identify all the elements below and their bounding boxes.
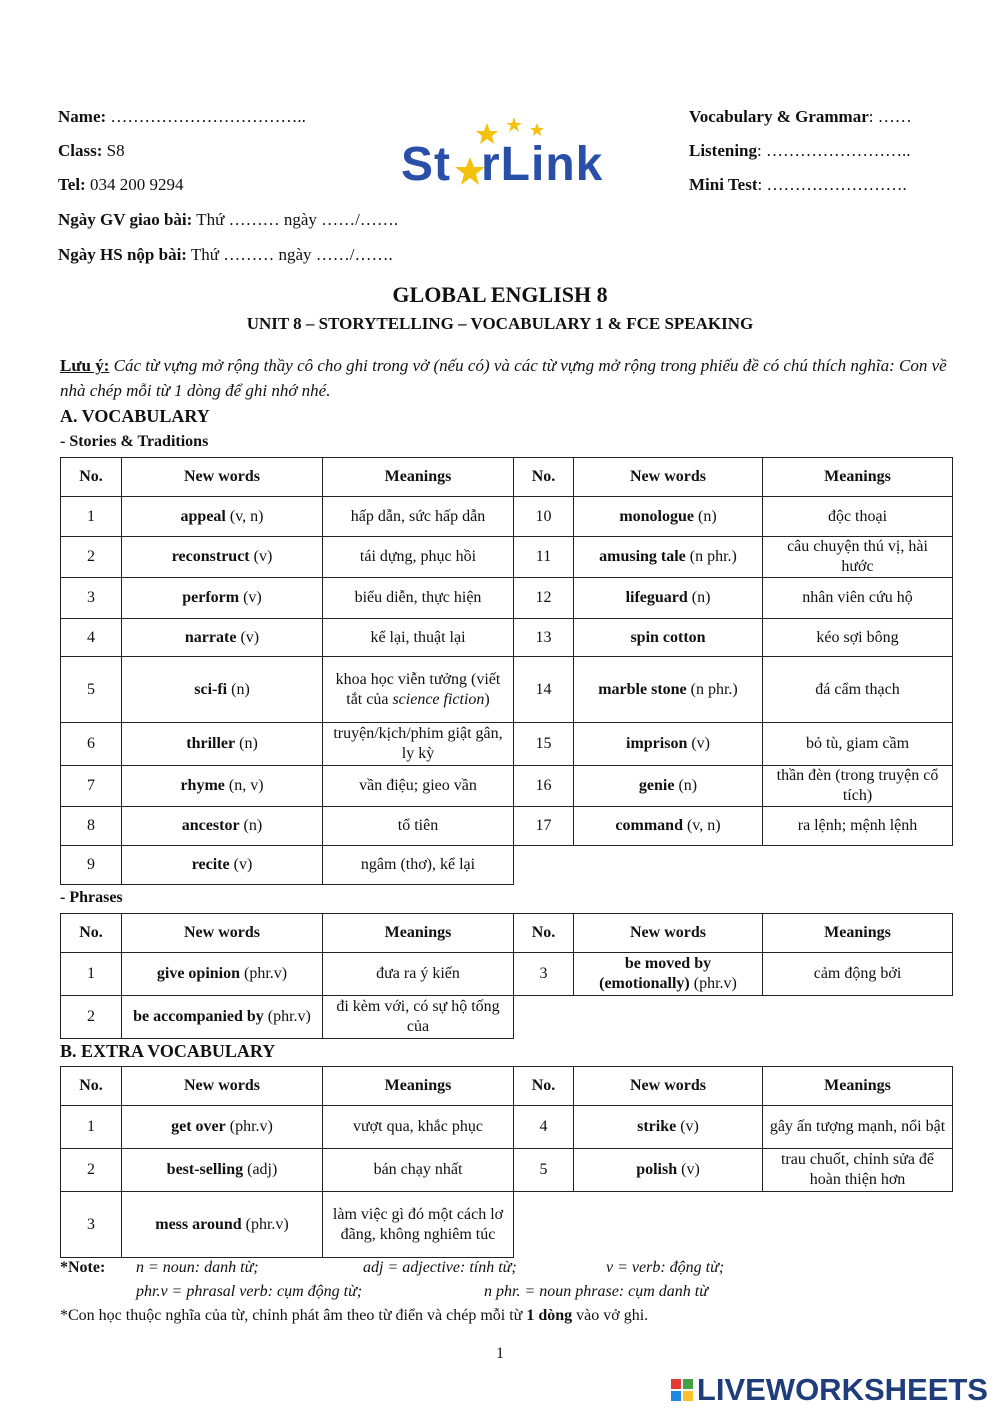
word-text: recite [191, 856, 230, 873]
new-word-cell [574, 723, 763, 766]
row-number-cell: 5 [61, 657, 122, 723]
page-number: 1 [496, 1345, 504, 1362]
word-text: be moved by (emotionally) [599, 955, 712, 992]
mini-test-score: Mini Test: ……………………. [689, 175, 907, 194]
liveworksheets-watermark [671, 1372, 988, 1408]
new-word-cell [574, 766, 763, 807]
row-number-cell: 1 [61, 497, 122, 537]
page-subtitle: UNIT 8 – STORYTELLING – VOCABULARY 1 & FCE SPEAKING [246, 314, 754, 333]
stories-vocab-table [60, 457, 953, 885]
table-row [61, 657, 953, 723]
col-new-words: New words [574, 458, 763, 497]
col-new-words: New words [122, 914, 323, 953]
col-new-words: New words [122, 1067, 323, 1106]
word-text: best-selling [166, 1161, 244, 1178]
section-b-heading: B. EXTRA VOCABULARY [60, 1041, 276, 1061]
row-number-cell: 3 [514, 953, 574, 996]
word-text: spin cotton [630, 628, 706, 646]
name-field: Name: …………………………….. [58, 107, 306, 126]
meaning-cell: biểu diễn, thực hiện [323, 578, 514, 619]
empty-cell [514, 996, 574, 1039]
part-of-speech: (phr.v) [263, 1008, 311, 1025]
col-meanings: Meanings [763, 1067, 953, 1106]
student-submit-date: Ngày HS nộp bài: Thứ ……… ngày ……/……. [58, 245, 393, 264]
table-row [61, 537, 953, 578]
col-no: No. [514, 914, 574, 953]
word-text: lifeguard [625, 589, 688, 606]
meaning-cell: đi kèm với, có sự hộ tống của [323, 996, 514, 1039]
new-word-cell [122, 807, 323, 846]
row-number-cell: 9 [61, 846, 122, 885]
table-row [61, 578, 953, 619]
section-a-heading: A. VOCABULARY [60, 406, 210, 426]
part-of-speech: (v) [677, 1161, 700, 1178]
table-row [61, 846, 953, 885]
table-row [61, 953, 953, 996]
new-word-cell [122, 1106, 323, 1149]
col-new-words: New words [574, 914, 763, 953]
row-number-cell: 1 [61, 1106, 122, 1149]
row-number-cell: 6 [61, 723, 122, 766]
stories-subheading: - Stories & Traditions [60, 433, 209, 450]
part-of-speech: (n phr.) [686, 680, 738, 698]
part-of-speech: (v) [687, 735, 710, 752]
row-number-cell: 11 [514, 537, 574, 578]
word-text: marble stone [598, 680, 687, 698]
col-no: No. [514, 458, 574, 497]
word-text: narrate [184, 628, 237, 646]
row-number-cell: 14 [514, 657, 574, 723]
new-word-cell [122, 723, 323, 766]
meaning-cell: trau chuốt, chỉnh sửa để hoàn thiện hơn [763, 1149, 953, 1192]
row-number-cell: 15 [514, 723, 574, 766]
part-of-speech: (n) [227, 680, 250, 698]
row-number-cell: 4 [61, 619, 122, 657]
meaning-cell: gây ấn tượng mạnh, nổi bật [763, 1106, 953, 1149]
meaning-cell: ra lệnh; mệnh lệnh [763, 807, 953, 846]
word-text: monologue [619, 507, 694, 525]
table-row [61, 1106, 953, 1149]
part-of-speech: (n phr.) [685, 548, 737, 565]
logo-wordmark: St rLink [401, 138, 604, 191]
row-number-cell: 13 [514, 619, 574, 657]
word-text: be accompanied by [133, 1008, 264, 1025]
empty-cell [574, 846, 763, 885]
part-of-speech: (n) [694, 507, 717, 525]
meaning-cell: ngâm (thơ), kể lại [323, 846, 514, 885]
meaning-cell: đưa ra ý kiến [323, 953, 514, 996]
word-text: amusing tale [599, 548, 686, 565]
part-of-speech: (v) [229, 856, 253, 873]
new-word-cell [574, 953, 763, 996]
col-meanings: Meanings [763, 458, 953, 497]
new-word-cell [574, 1149, 763, 1192]
new-word-cell [574, 578, 763, 619]
watermark-text: LIVEWORKSHEETS [696, 1372, 988, 1407]
new-word-cell [122, 996, 323, 1039]
note-noun: n = noun: danh từ; [136, 1259, 259, 1276]
word-text: perform [182, 589, 240, 606]
new-word-cell [122, 766, 323, 807]
part-of-speech: (v) [239, 589, 262, 606]
table-header-row [61, 1067, 953, 1106]
new-word-cell [574, 497, 763, 537]
word-text: imprison [626, 735, 688, 752]
row-number-cell: 16 [514, 766, 574, 807]
meaning-cell: thần đèn (trong truyện cổ tích) [763, 766, 953, 807]
row-number-cell: 3 [61, 1192, 122, 1258]
meaning-cell: kể lại, thuật lại [323, 619, 514, 657]
table-row [61, 497, 953, 537]
new-word-cell [122, 537, 323, 578]
part-of-speech: (phr.v) [689, 975, 737, 992]
row-number-cell: 2 [61, 537, 122, 578]
part-of-speech: (v) [676, 1118, 699, 1135]
meaning-cell: tổ tiên [323, 807, 514, 846]
col-new-words: New words [122, 458, 323, 497]
note-noun-phrase: n phr. = noun phrase: cụm danh từ [484, 1283, 708, 1300]
class-field: Class: S8 [58, 141, 125, 160]
part-of-speech: (n) [239, 817, 263, 834]
note-phrasal-verb: phr.v = phrasal verb: cụm động từ; [136, 1283, 363, 1300]
col-no: No. [61, 458, 122, 497]
new-word-cell [122, 657, 323, 723]
table-row [61, 766, 953, 807]
part-of-speech: (n) [674, 777, 698, 794]
new-word-cell [122, 578, 323, 619]
word-text: genie [638, 777, 675, 794]
part-of-speech: (phr.v) [241, 1215, 289, 1233]
word-text: appeal [180, 507, 226, 525]
empty-cell [514, 846, 574, 885]
meaning-cell: vượt qua, khắc phục [323, 1106, 514, 1149]
starlink-logo [398, 113, 628, 193]
meaning-cell: truyện/kịch/phim giật gân, ly kỳ [323, 723, 514, 766]
row-number-cell: 7 [61, 766, 122, 807]
notice: Lưu ý: Các từ vựng mở rộng thầy cô cho ghi trong vở (nếu có) và các từ vựng mở rộng trong phiếu đề có chú thích nghĩa: Con về nhà chép mỗi từ 1 dòng để ghi nhớ nhé. [60, 356, 947, 400]
part-of-speech: (phr.v) [240, 965, 288, 982]
meaning-cell: cảm động bởi [763, 953, 953, 996]
meaning-cell: câu chuyện thú vị, hài hước [763, 537, 953, 578]
table-row [61, 1149, 953, 1192]
word-text: reconstruct [171, 548, 250, 565]
empty-cell [514, 1192, 574, 1258]
part-of-speech: (v, n) [225, 507, 264, 525]
study-instruction: *Con học thuộc nghĩa của từ, chỉnh phát âm theo từ điển và chép mỗi từ 1 dòng vào vở ghi. [60, 1307, 649, 1324]
row-number-cell: 2 [61, 996, 122, 1039]
col-meanings: Meanings [323, 1067, 514, 1106]
meaning-cell: độc thoại [763, 497, 953, 537]
part-of-speech: (n) [687, 589, 711, 606]
part-of-speech: (v, n) [682, 817, 721, 834]
new-word-cell [574, 657, 763, 723]
part-of-speech: (n, v) [224, 777, 264, 794]
col-no: No. [61, 914, 122, 953]
col-no: No. [514, 1067, 574, 1106]
col-no: No. [61, 1067, 122, 1106]
meaning-cell: bán chạy nhất [323, 1149, 514, 1192]
word-text: polish [636, 1161, 678, 1178]
note-adjective: adj = adjective: tính từ; [363, 1259, 517, 1276]
col-meanings: Meanings [763, 914, 953, 953]
part-of-speech: (v) [249, 548, 273, 565]
phrases-subheading: - Phrases [60, 889, 123, 906]
table-header-row [61, 458, 953, 497]
empty-cell [763, 1192, 953, 1258]
new-word-cell [122, 497, 323, 537]
meaning-cell: tái dựng, phục hồi [323, 537, 514, 578]
meaning-cell: hấp dẫn, sức hấp dẫn [323, 497, 514, 537]
new-word-cell [122, 1149, 323, 1192]
note-label: *Note: [60, 1259, 106, 1276]
word-text: ancestor [181, 817, 240, 834]
table-row [61, 996, 953, 1039]
page-title: GLOBAL ENGLISH 8 [392, 282, 608, 307]
empty-cell [574, 1192, 763, 1258]
table-row [61, 1192, 953, 1258]
new-word-cell [574, 619, 763, 657]
tel-field: Tel: 034 200 9294 [58, 175, 184, 194]
phrases-table [60, 913, 953, 1039]
meaning-cell: vần điệu; gieo vần [323, 766, 514, 807]
table-header-row [61, 914, 953, 953]
word-text: give opinion [156, 965, 241, 982]
part-of-speech: (phr.v) [225, 1118, 273, 1135]
meaning-cell: kéo sợi bông [763, 619, 953, 657]
word-text: rhyme [180, 777, 225, 794]
meaning-cell: khoa học viễn tưởng (viết tắt của science fiction) [323, 657, 514, 723]
new-word-cell [574, 807, 763, 846]
row-number-cell: 5 [514, 1149, 574, 1192]
meaning-cell: làm việc gì đó một cách lơ đãng, không nghiêm túc [323, 1192, 514, 1258]
empty-cell [763, 996, 953, 1039]
table-row [61, 807, 953, 846]
new-word-cell [122, 846, 323, 885]
vocab-grammar-score: Vocabulary & Grammar: …… [689, 107, 912, 126]
row-number-cell: 17 [514, 807, 574, 846]
part-of-speech: (v) [236, 628, 260, 646]
new-word-cell [574, 537, 763, 578]
new-word-cell [122, 1192, 323, 1258]
col-meanings: Meanings [323, 458, 514, 497]
empty-cell [763, 846, 953, 885]
word-text: command [615, 817, 683, 834]
table-row [61, 619, 953, 657]
table-row [61, 723, 953, 766]
col-meanings: Meanings [323, 914, 514, 953]
part-of-speech: (n) [235, 735, 258, 752]
row-number-cell: 4 [514, 1106, 574, 1149]
meaning-cell: nhân viên cứu hộ [763, 578, 953, 619]
row-number-cell: 10 [514, 497, 574, 537]
col-new-words: New words [574, 1067, 763, 1106]
meaning-cell: bỏ tù, giam cầm [763, 723, 953, 766]
word-text: get over [171, 1118, 226, 1135]
row-number-cell: 8 [61, 807, 122, 846]
row-number-cell: 3 [61, 578, 122, 619]
word-text: thriller [186, 735, 236, 752]
note-verb: v = verb: động từ; [606, 1259, 725, 1276]
meaning-cell: đá cẩm thạch [763, 657, 953, 723]
row-number-cell: 12 [514, 578, 574, 619]
extra-vocab-table [60, 1066, 953, 1258]
word-text: sci-fi [194, 680, 228, 698]
word-text: strike [637, 1118, 677, 1135]
new-word-cell [574, 1106, 763, 1149]
row-number-cell: 1 [61, 953, 122, 996]
new-word-cell [122, 619, 323, 657]
new-word-cell [122, 953, 323, 996]
listening-score: Listening: …………………….. [689, 141, 911, 160]
part-of-speech: (adj) [243, 1161, 278, 1178]
row-number-cell: 2 [61, 1149, 122, 1192]
teacher-assign-date: Ngày GV giao bài: Thứ ……… ngày ……/……. [58, 210, 399, 229]
empty-cell [574, 996, 763, 1039]
word-text: mess around [155, 1215, 242, 1233]
liveworksheets-logo-icon [671, 1379, 693, 1401]
